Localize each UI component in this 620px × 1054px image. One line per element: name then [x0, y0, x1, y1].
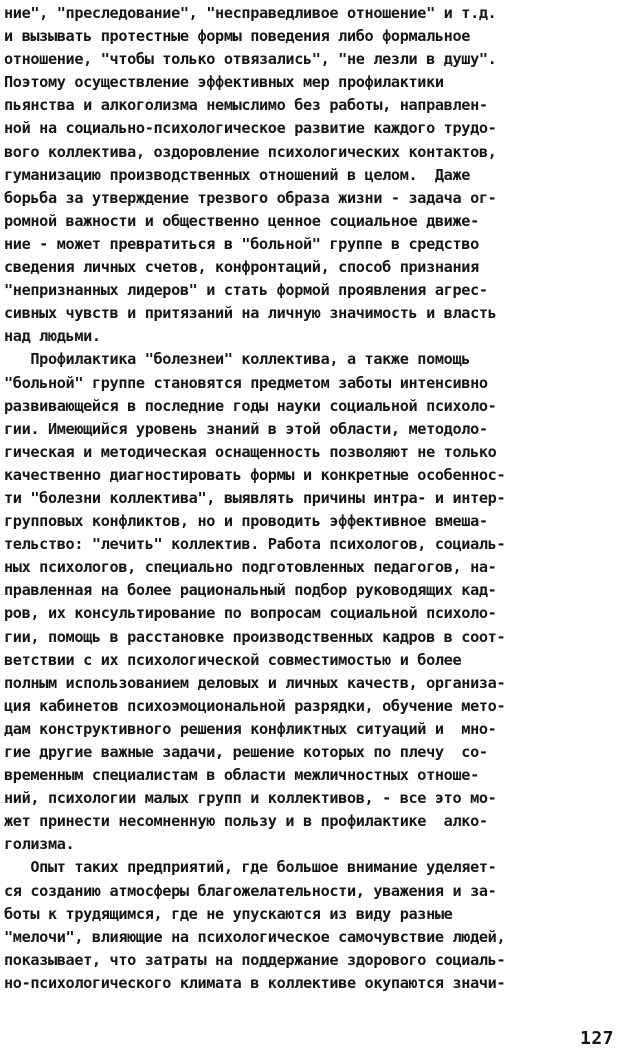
text-line: борьба за утверждение трезвого образа жизни - задача ог-: [4, 188, 497, 207]
text-line: ромной важности и общественно ценное социальное движе-: [4, 211, 479, 230]
text-line: временным специалистам в области межличностных отноше-: [4, 766, 479, 785]
text-line: правленная на более рациональный подбор руководящих кад-: [4, 581, 497, 600]
text-line: "мелочи", влияющие на психологическое самочувствие людей,: [4, 927, 506, 946]
text-line: отношение, "чтобы только отвязались", "не лезли в душу".: [4, 50, 497, 69]
text-line: ция кабинетов психоэмоциональной разрядки, обучение мето-: [4, 696, 506, 715]
text-line: развивающейся в последние годы науки социальной психоло-: [4, 396, 497, 415]
text-line: полным использованием деловых и личных качеств, организа-: [4, 673, 506, 692]
text-line: сивных чувств и притязаний на личную значимость и власть: [4, 304, 497, 323]
text-line: над людьми.: [4, 327, 101, 346]
text-line: ний, психологии малых групп и коллективов, - все это мо-: [4, 789, 497, 808]
text-line: "непризнанных лидеров" и стать формой проявления агрес-: [4, 281, 488, 300]
text-line: показывает, что затраты на поддержание здорового социаль-: [4, 950, 506, 969]
text-line: гии. Имеющийся уровень знаний в этой области, методоло-: [4, 419, 488, 438]
text-line: голизма.: [4, 835, 75, 854]
text-line: тельство: "лечить" коллектив. Работа психологов, социаль-: [4, 535, 506, 554]
text-line: ров, их консультирование по вопросам социальной психоло-: [4, 604, 497, 623]
text-line: Опыт таких предприятий, где большое внимание уделяет-: [4, 858, 497, 877]
text-line: ти "болезни коллектива", выявлять причины интра- и интер-: [4, 488, 506, 507]
text-line: гии, помощь в расстановке производственных кадров в соот-: [4, 627, 506, 646]
text-line: ся созданию атмосферы благожелательности, уважения и за-: [4, 881, 497, 900]
text-line: Профилактика "болезнеи" коллектива, а также помощь: [4, 350, 471, 369]
text-line: групповых конфликтов, но и проводить эффективное вмеша-: [4, 512, 488, 531]
text-line: гие другие важные задачи, решение которых по плечу со-: [4, 743, 488, 761]
text-line: гуманизацию производственных отношений в целом. Даже: [4, 165, 471, 184]
text-line: дам конструктивного решения конфликтных ситуаций и мно-: [4, 719, 497, 738]
text-line: ние - может превратиться в "больной" группе в средство: [4, 234, 479, 253]
text-line: ветствии с их психологической совместимостью и более: [4, 650, 462, 669]
text-line: ных психологов, специально подготовленных педагогов, на-: [4, 558, 497, 577]
text-line: Поэтому осуществление эффективных мер профилактики: [4, 73, 444, 92]
text-line: гическая и методическая оснащенность позволяют не только: [4, 442, 497, 461]
text-line: вого коллектива, оздоровление психологических контактов,: [4, 142, 497, 161]
text-line: ние", "преследование", "несправедливое отношение" и т.д.: [4, 4, 497, 22]
text-line: жет принести несомненную пользу и в профилактике алко-: [4, 812, 488, 831]
text-line: ной на социально-психологическое развитие каждого трудо-: [4, 119, 497, 138]
text-line: "больной" группе становятся предметом заботы интенсивно: [4, 373, 488, 392]
text-line: боты к трудящимся, где не упускаются из виду разные: [4, 904, 453, 923]
page-number: 127: [579, 1028, 614, 1049]
body-text: [4, 2, 616, 995]
text-line: качественно диагностировать формы и конкретные особеннос-: [4, 465, 506, 484]
text-line: сведения личных счетов, конфронтаций, способ признания: [4, 258, 479, 277]
text-line: и вызывать протестные формы поведения либо формальное: [4, 27, 471, 46]
text-line: пьянства и алкоголизма немыслимо без работы, направлен-: [4, 96, 488, 115]
text-line: но-психологического климата в коллективе окупаются значи-: [4, 973, 506, 992]
